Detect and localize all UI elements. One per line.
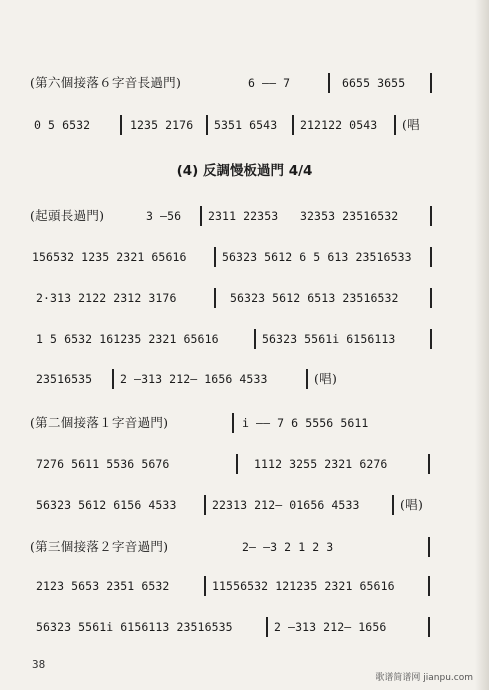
notation: 156532 1235 2321 65616 [32, 250, 187, 264]
barline [266, 617, 268, 637]
notation: 5351 6543 [214, 118, 278, 132]
score-line-8 [0, 410, 489, 436]
score-line-13 [0, 614, 489, 640]
notation: 7276 5611 5536 5676 [36, 457, 170, 471]
score-line-1 [0, 70, 489, 96]
notation: 2— —3 2 1 2 3 [242, 540, 334, 554]
notation: 212122 0543 [300, 118, 378, 132]
barline [428, 537, 430, 557]
barline [214, 288, 216, 308]
barline [392, 495, 394, 515]
score-line-11 [0, 534, 489, 560]
phrase-label: (第六個接落６字音長過門) [30, 75, 182, 90]
barline [394, 115, 396, 135]
barline [206, 115, 208, 135]
barline [254, 329, 256, 349]
notation: 32353 23516532 [300, 209, 399, 223]
notation: 56323 5561i 6156113 [262, 332, 396, 346]
barline [204, 576, 206, 596]
score-line-4 [0, 244, 489, 270]
notation: 22313 212— 01656 4533 [212, 498, 360, 512]
page-number: 38 [32, 658, 46, 671]
watermark: 歌谱简谱网 jianpu.com [375, 673, 473, 683]
notation: 56323 5612 6513 23516532 [230, 291, 399, 305]
notation: 0 5 6532 [34, 118, 91, 132]
notation: i —— 7 6 5556 5611 [242, 416, 369, 430]
notation: 11556532 121235 2321 65616 [212, 579, 395, 593]
score-line-6 [0, 326, 489, 352]
barline [428, 576, 430, 596]
barline [428, 454, 430, 474]
score-line-9 [0, 451, 489, 477]
barline [292, 115, 294, 135]
notation: 6 —— 7 [248, 76, 291, 90]
notation: 1112 3255 2321 6276 [254, 457, 388, 471]
phrase-label: (第二個接落１字音過門) [30, 415, 169, 430]
phrase-label: (起頭長過門) [30, 208, 105, 223]
barline [306, 369, 308, 389]
sing-cue: (唱) [400, 497, 424, 512]
sing-cue: (唱 [402, 117, 420, 132]
barline [204, 495, 206, 515]
barline [112, 369, 114, 389]
notation: 23516535 [36, 372, 93, 386]
barline [232, 413, 234, 433]
notation: 2 —313 212— 1656 4533 [120, 372, 268, 386]
phrase-label: (第三個接落２字音過門) [30, 539, 169, 554]
barline [120, 115, 122, 135]
barline [328, 73, 330, 93]
score-line-7 [0, 366, 489, 392]
notation: 56323 5612 6156 4533 [36, 498, 177, 512]
notation: 2123 5653 2351 6532 [36, 579, 170, 593]
sing-cue: (唱) [314, 371, 338, 386]
notation: 1 5 6532 161235 2321 65616 [36, 332, 219, 346]
barline [430, 329, 432, 349]
score-line-10 [0, 492, 489, 518]
barline [214, 247, 216, 267]
score-line-5 [0, 285, 489, 311]
barline [430, 247, 432, 267]
score-line-12 [0, 573, 489, 599]
barline [200, 206, 202, 226]
notation: 6655 3655 [342, 76, 406, 90]
barline [430, 73, 432, 93]
barline [430, 288, 432, 308]
notation: 56323 5612 6 5 613 23516533 [222, 250, 412, 264]
score-line-3 [0, 203, 489, 229]
page-edge-shadow [475, 0, 489, 690]
section-heading: (4) 反調慢板過門 4/4 [176, 163, 313, 179]
notation: 2·313 2122 2312 3176 [36, 291, 177, 305]
barline [236, 454, 238, 474]
score-line-2 [0, 112, 489, 138]
notation: 3 —56 [146, 209, 182, 223]
notation: 2311 22353 [208, 209, 279, 223]
barline [430, 206, 432, 226]
notation: 56323 5561i 6156113 23516535 [36, 620, 233, 634]
notation: 2 —313 212— 1656 [274, 620, 387, 634]
notation: 1235 2176 [130, 118, 194, 132]
barline [428, 617, 430, 637]
